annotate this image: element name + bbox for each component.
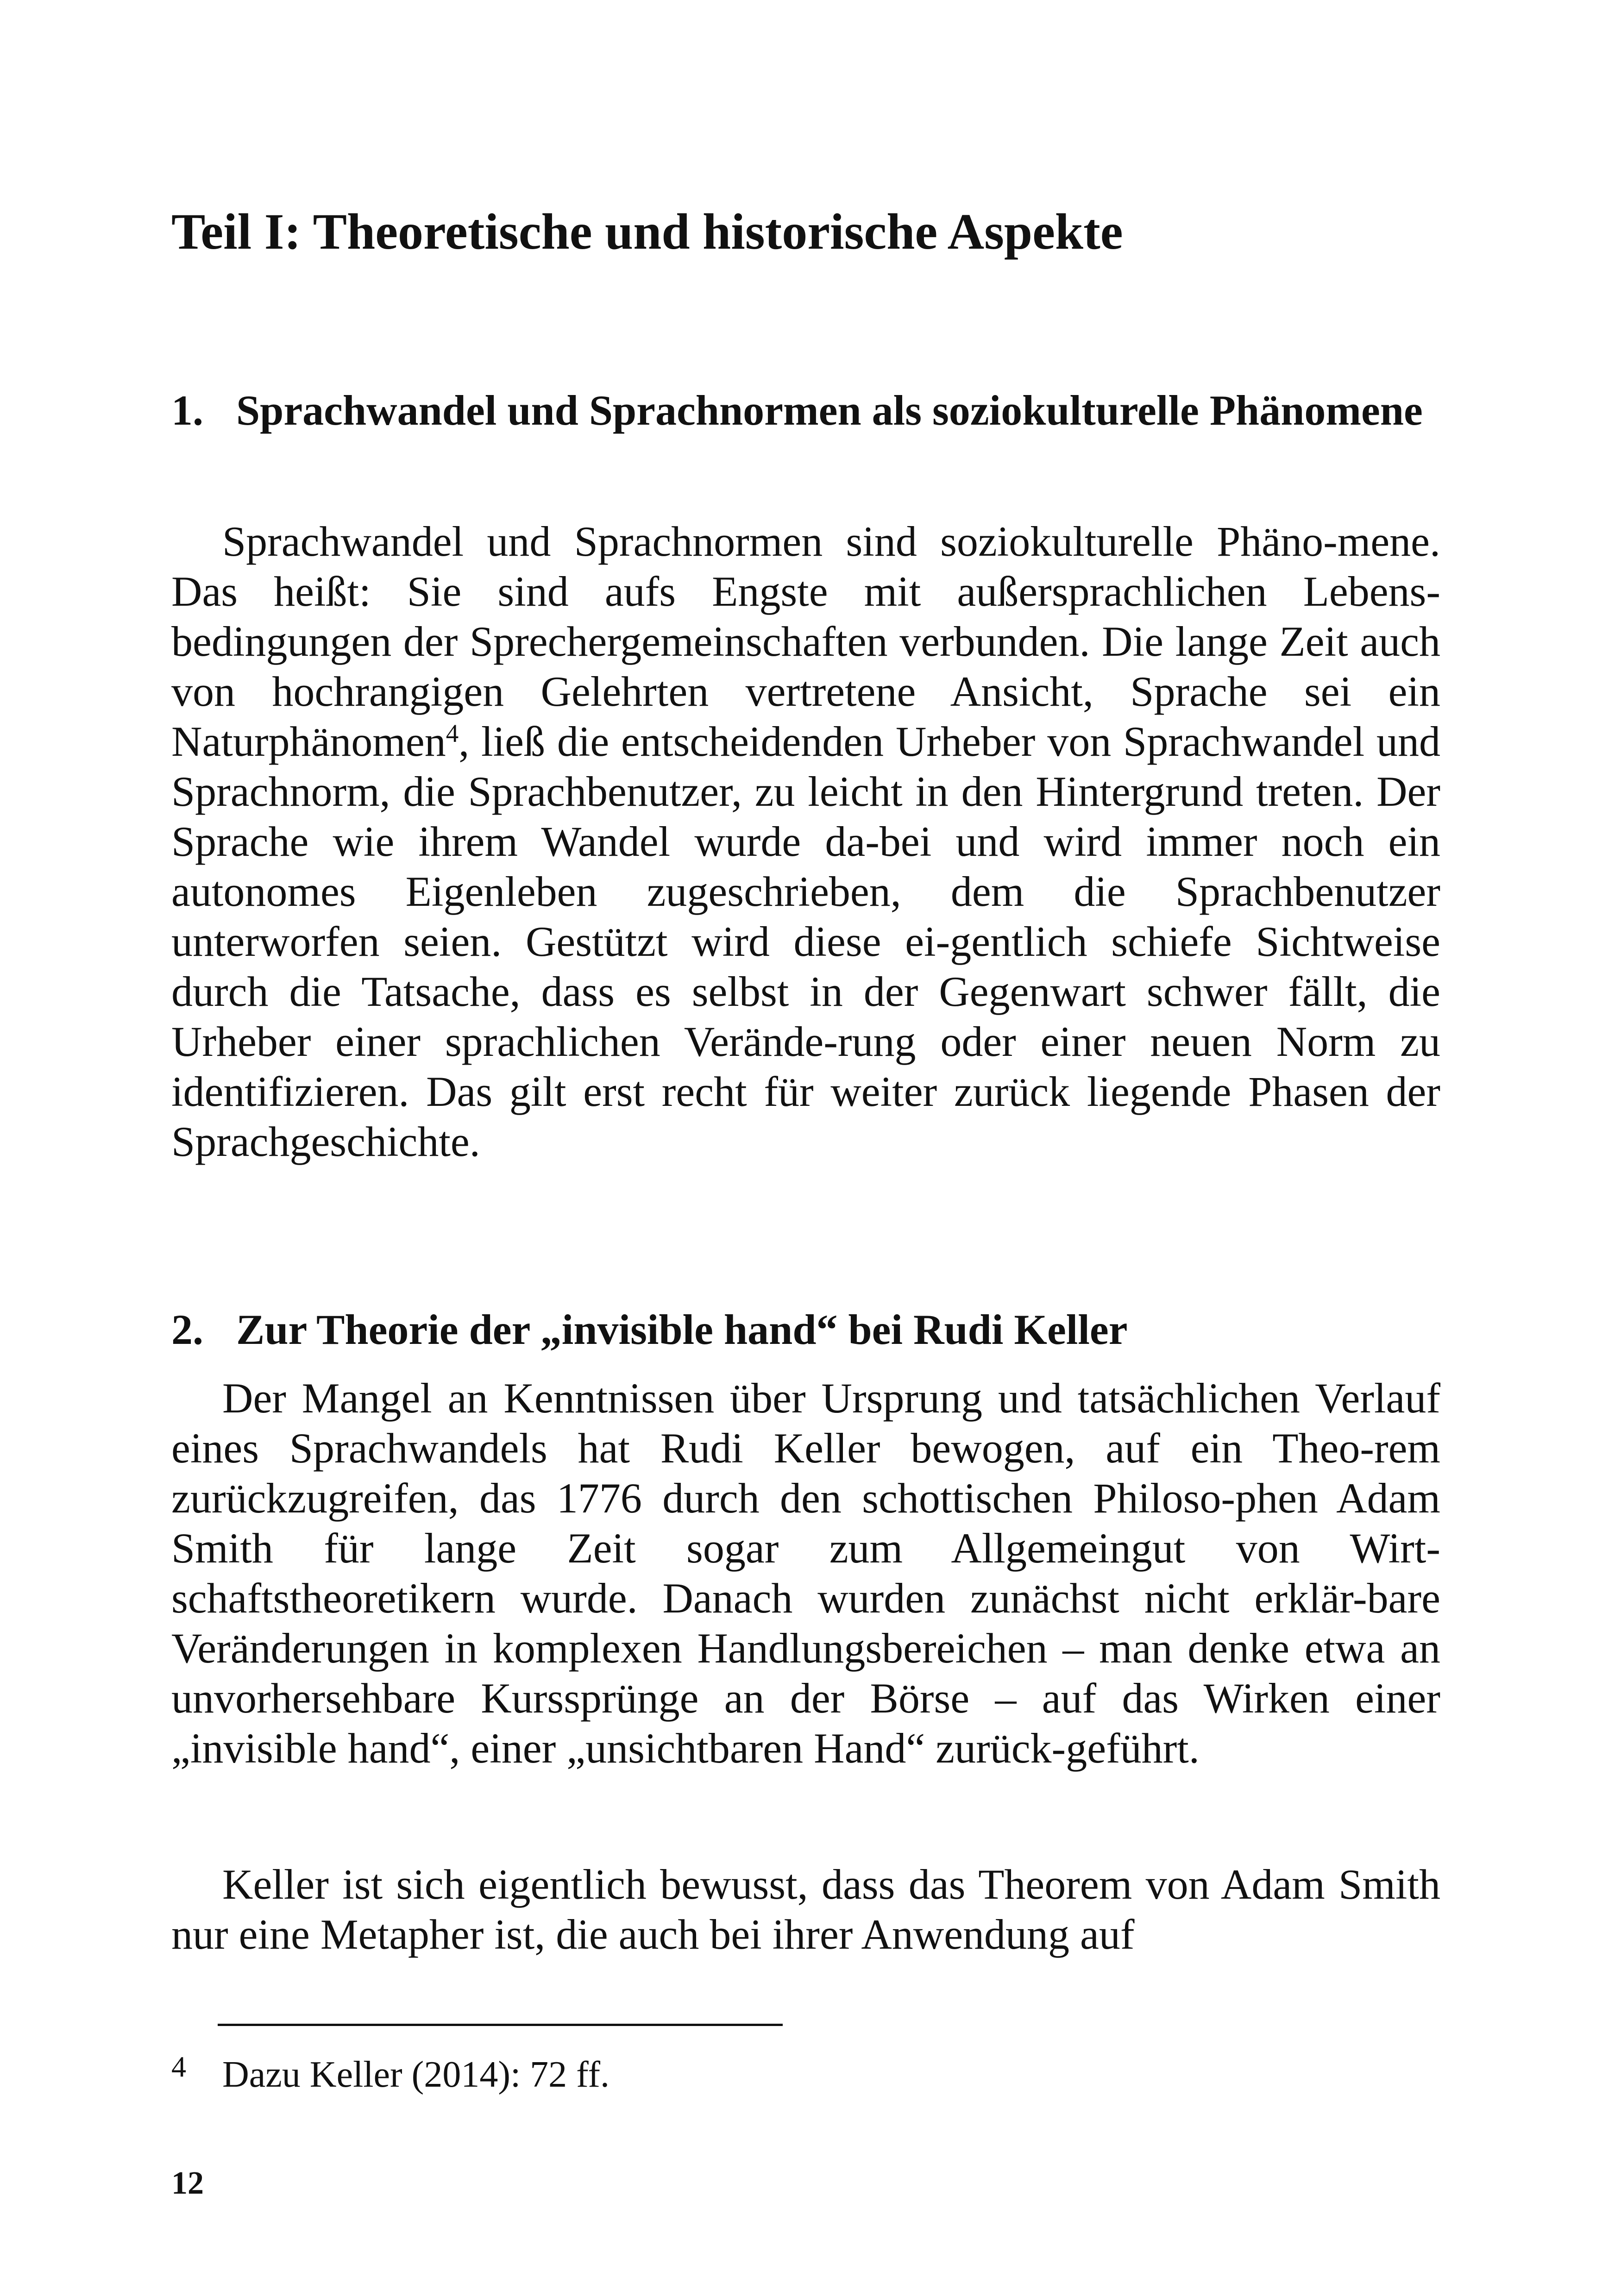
footnote-number: 4: [171, 2050, 186, 2083]
section-1-paragraph: [171, 516, 1440, 1167]
section-1-heading: [171, 380, 1450, 441]
footnote-divider: [218, 2024, 783, 2026]
footnote-reference: 4: [446, 719, 459, 747]
part-title: Teil I: Theoretische und historische Aspekte: [171, 203, 1123, 260]
section-1-number: 1.: [171, 387, 203, 434]
footnote: [171, 2049, 1440, 2100]
section-1-title: Sprachwandel und Sprachnormen als soziokulturelle Phänomene: [236, 387, 1423, 434]
section-2-paragraph-2: Keller ist sich eigentlich bewusst, dass das Theorem von Adam Smith nur eine Metapher ist, die auch bei ihrer Anwendung auf: [171, 1861, 1440, 1958]
footnote-text: Dazu Keller (2014): 72 ff.: [222, 2054, 610, 2095]
paragraph-text-part-2: , ließ die entscheidenden Urheber von Sprachwandel und Sprachnorm, die Sprachbenutzer, zu leicht in den Hintergrund treten. Der Sprache wie ihrem Wandel wurde da-bei und wird immer noch ein autonomes Eigenleben zugeschrieben, dem die Sprachbenutzer unterworfen seien. Gestützt wird diese ei-gentlich schiefe Sichtweise durch die Tatsache, dass es selbst in der Gegenwart schwer fällt, die Urheber einer sprachlichen Verände-rung oder einer neuen Norm zu identifizieren. Das gilt erst recht für weiter zurück liegende Phasen der Sprachgeschichte.: [171, 718, 1440, 1165]
section-2-heading: [171, 1299, 1450, 1360]
section-2-paragraph-1: Der Mangel an Kenntnissen über Ursprung und tatsächlichen Verlauf eines Sprachwandels hat Rudi Keller bewogen, auf ein Theo-rem zurückzugreifen, das 1776 durch den schottischen Philoso-phen Adam Smith für lange Zeit sogar zum Allgemeingut von Wirt-schaftstheoretikern wurde. Danach wurden zunächst nicht erklär-bare Veränderungen in komplexen Handlungsbereichen – man denke etwa an unvorhersehbare Kurssprünge an der Börse – auf das Wirken einer „invisible hand“, einer „unsichtbaren Hand“ zurück-geführt.: [171, 1374, 1440, 1772]
section-2-number: 2.: [171, 1306, 203, 1353]
paragraph-text-part-1: Sprachwandel und Sprachnormen sind soziokulturelle Phäno-mene. Das heißt: Sie sind aufs Engste mit außersprachlichen Lebens-bedingungen der Sprechergemeinschaften verbunden. Die lange Zeit auch von hochrangigen Gelehrten vertretene Ansicht, Sprache sei ein Naturphänomen: [171, 518, 1440, 765]
page-number: 12: [171, 2165, 204, 2201]
section-2-title: Zur Theorie der „invisible hand“ bei Rudi Keller: [236, 1306, 1128, 1353]
